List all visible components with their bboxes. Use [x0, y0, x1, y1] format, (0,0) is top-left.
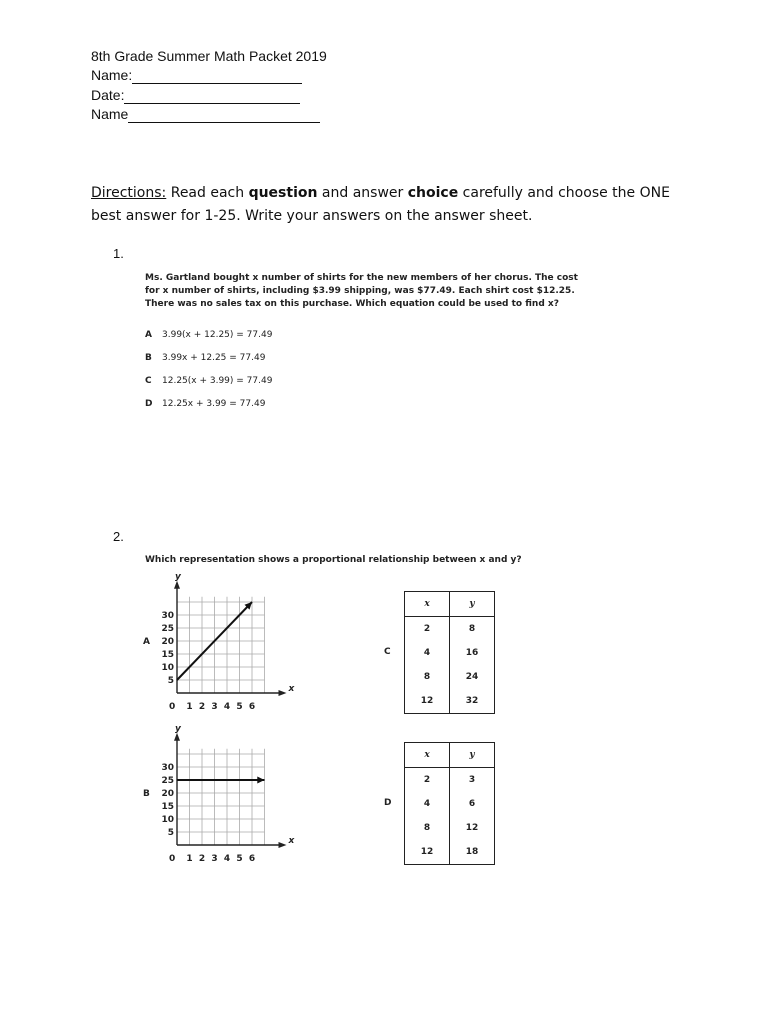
name-blank[interactable] [132, 69, 302, 84]
graph-b-y-tick: 15 [161, 802, 174, 812]
question-1-line: Ms. Gartland bought x number of shirts for the new members of her chorus. The cost [145, 273, 578, 283]
table-row [405, 665, 495, 689]
date-row [91, 86, 300, 104]
graph-a-axis-x-label: x [288, 684, 295, 694]
option-letter: D [145, 399, 153, 409]
graph-b-y-tick: 20 [161, 789, 174, 799]
graph-b-x-tick: 4 [223, 854, 231, 864]
option-text: 3.99(x + 12.25) = 77.49 [162, 330, 273, 340]
packet-title: 8th Grade Summer Math Packet 2019 [91, 48, 327, 64]
graph-b-x-tick: 1 [186, 854, 193, 864]
question-1-line: There was no sales tax on this purchase. Which equation could be used to find x? [145, 299, 559, 309]
directions-text-1: Read each [166, 185, 249, 201]
question-1-text [145, 272, 585, 311]
table-row [405, 641, 495, 665]
graph-a-letter: A [143, 637, 150, 647]
graph-b [140, 723, 300, 874]
option-letter: C [145, 376, 152, 386]
option-text: 3.99x + 12.25 = 77.49 [162, 353, 266, 363]
graph-a-y-arrow [174, 581, 180, 589]
table-cell: 32 [450, 689, 495, 714]
table-cell: 12 [405, 689, 450, 714]
directions [91, 182, 681, 228]
option-b[interactable] [145, 353, 265, 363]
question-2-number: 2. [113, 529, 124, 544]
table-row [405, 816, 495, 840]
graph-a-y-tick: 25 [161, 624, 174, 634]
table-cell: 24 [450, 665, 495, 689]
graph-b-letter: B [143, 789, 150, 799]
graph-a-y-tick: 20 [161, 637, 174, 647]
table-row [405, 689, 495, 714]
name-row-2 [91, 105, 320, 123]
directions-label: Directions: [91, 185, 167, 201]
name-label: Name: [91, 67, 133, 83]
graph-a-x-tick: 5 [236, 702, 243, 712]
name-blank-2[interactable] [128, 108, 320, 123]
graph-b-y-tick: 10 [161, 815, 174, 825]
name-label-2: Name [91, 106, 129, 122]
graph-a-axis-y-label: y [175, 571, 181, 582]
table-cell: 2 [405, 768, 450, 793]
graph-b-axis-x-label: x [288, 836, 295, 846]
option-c-letter: C [384, 647, 391, 657]
table-cell: 16 [450, 641, 495, 665]
graph-a-x-tick: 4 [223, 702, 231, 712]
directions-text-3: carefully and choose the ONE best answer for 1-25. Write your answers on the answer sheet. [91, 185, 670, 224]
graph-b-origin-label: 0 [169, 854, 176, 864]
table-cell: 8 [405, 665, 450, 689]
graph-a-x-arrow [279, 690, 287, 696]
table-row [405, 840, 495, 865]
option-a[interactable] [145, 330, 272, 340]
directions-bold-1: question [248, 185, 318, 201]
graph-b-y-arrow [174, 733, 180, 741]
option-letter: B [145, 353, 152, 363]
table-row [405, 792, 495, 816]
graph-b-line-arrow [257, 777, 264, 784]
option-text: 12.25x + 3.99 = 77.49 [162, 399, 266, 409]
table-c-header-y: y [450, 592, 495, 617]
option-text: 12.25(x + 3.99) = 77.49 [162, 376, 273, 386]
table-d [404, 742, 495, 865]
date-blank[interactable] [124, 89, 300, 104]
table-cell: 6 [450, 792, 495, 816]
graph-a-y-tick: 30 [161, 611, 174, 621]
graph-a-origin-label: 0 [169, 702, 176, 712]
table-cell: 3 [450, 768, 495, 793]
table-cell: 12 [405, 840, 450, 865]
table-d-header-y: y [450, 743, 495, 768]
graph-a-x-tick: 6 [248, 702, 256, 712]
graph-b-x-tick: 6 [248, 854, 256, 864]
graph-b-x-tick: 2 [198, 854, 206, 864]
graph-b-axis-y-label: y [175, 723, 181, 734]
graph-b-y-tick: 5 [167, 828, 174, 838]
table-cell: 4 [405, 792, 450, 816]
question-2-prompt: Which representation shows a proportional relationship between x and y? [145, 555, 522, 565]
graph-a-x-tick: 3 [211, 702, 218, 712]
table-row [405, 768, 495, 793]
option-c[interactable] [145, 376, 272, 386]
graph-b-x-tick: 5 [236, 854, 243, 864]
option-d-letter: D [384, 798, 392, 808]
table-row [405, 617, 495, 642]
graph-a [140, 571, 300, 722]
table-c [404, 591, 495, 714]
directions-bold-2: choice [407, 185, 459, 201]
name-row [91, 66, 302, 84]
table-cell: 18 [450, 840, 495, 865]
option-d[interactable] [145, 399, 265, 409]
table-cell: 2 [405, 617, 450, 642]
graph-a-y-tick: 10 [161, 663, 174, 673]
table-c-header-x: x [405, 592, 450, 617]
graph-a-y-tick: 5 [167, 676, 174, 686]
graph-a-y-tick: 15 [161, 650, 174, 660]
directions-text-2: and answer [317, 185, 408, 201]
table-cell: 12 [450, 816, 495, 840]
question-1-number: 1. [113, 246, 124, 261]
date-label: Date: [91, 87, 125, 103]
option-letter: A [145, 330, 152, 340]
table-d-header-x: x [405, 743, 450, 768]
table-cell: 4 [405, 641, 450, 665]
table-cell: 8 [405, 816, 450, 840]
graph-b-x-tick: 3 [211, 854, 218, 864]
graph-a-x-tick: 2 [198, 702, 206, 712]
graph-b-x-arrow [279, 842, 287, 848]
graph-b-y-tick: 30 [161, 763, 174, 773]
graph-b-y-tick: 25 [161, 776, 174, 786]
graph-a-x-tick: 1 [186, 702, 193, 712]
table-cell: 8 [450, 617, 495, 642]
question-1-line: for x number of shirts, including $3.99 shipping, was $77.49. Each shirt cost $12.25. [145, 286, 575, 296]
